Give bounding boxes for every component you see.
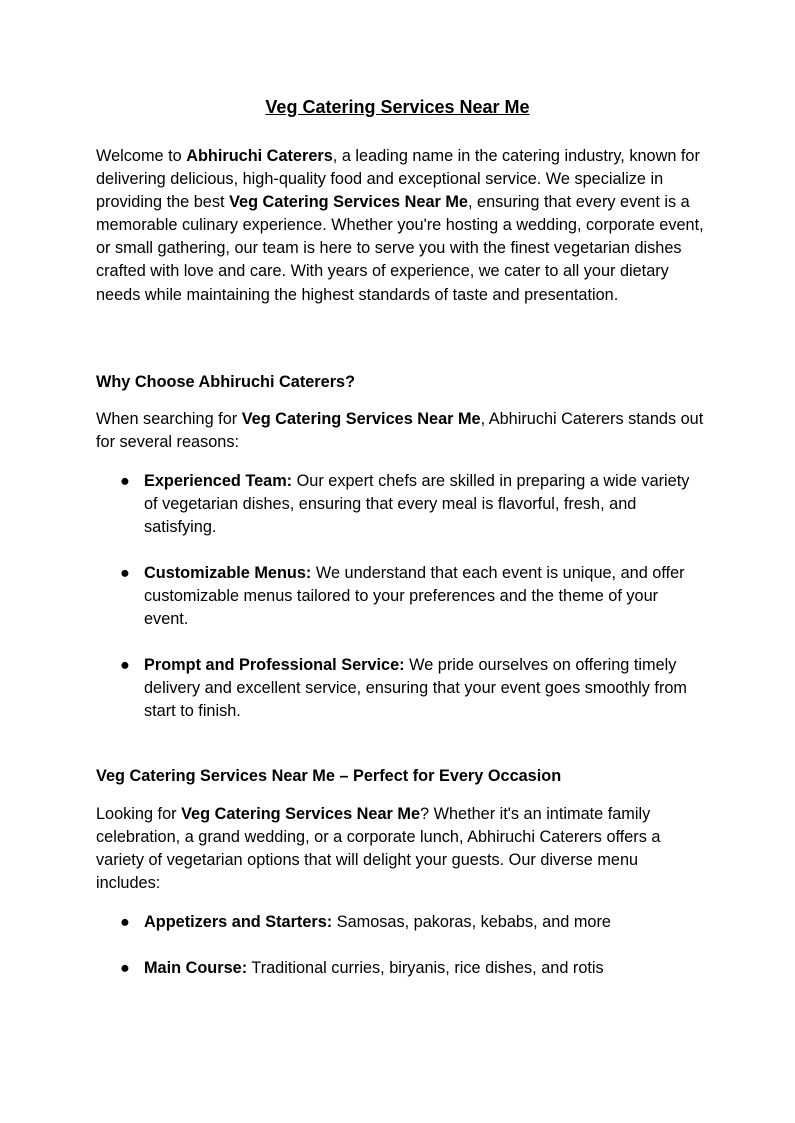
list-item-body: We understand that each event is unique, and offer customizable menus tailored to your preferences and the theme of your event. — [144, 564, 685, 629]
section1-keyword: Veg Catering Services Near Me — [241, 410, 481, 428]
section2-lead-text-1: Looking for — [96, 805, 182, 823]
list-item-label: Prompt and Professional Service: — [144, 656, 405, 674]
list-item-label: Main Course: — [144, 959, 248, 977]
page-title: Veg Catering Services Near Me — [265, 97, 530, 117]
bullet-icon: ● — [120, 656, 130, 674]
list-item-body: Our expert chefs are skilled in preparing a wide variety of vegetarian dishes, ensuring that every meal is flavorful, fresh, and satisfying. — [144, 472, 690, 537]
intro-text-2: , a leading name in the catering industry, known for delivering delicious, high-quality food and exceptional service. We specialize in providing the best — [96, 147, 700, 212]
bullet-icon: ● — [120, 913, 130, 931]
list-item-text — [144, 957, 699, 980]
intro-paragraph — [96, 145, 706, 307]
list-item-label: Appetizers and Starters: — [144, 913, 333, 931]
keyword-bold: Veg Catering Services Near Me — [229, 193, 468, 212]
list-item-body: Traditional curries, biryanis, rice dishes, and rotis — [247, 959, 604, 977]
list-item-text — [144, 470, 699, 539]
intro-text-1: Welcome to — [96, 147, 187, 165]
list-item-body: We pride ourselves on offering timely delivery and excellent service, ensuring that your event goes smoothly from start to finish. — [144, 656, 687, 721]
section2-lead-paragraph — [96, 803, 706, 895]
bullet-icon: ● — [120, 472, 130, 490]
section2-keyword: Veg Catering Services Near Me — [181, 805, 421, 823]
list-item-text — [144, 654, 699, 723]
list-item-body: Samosas, pakoras, kebabs, and more — [332, 913, 611, 931]
list-item-text — [144, 562, 699, 631]
section-heading-why-choose: Why Choose Abhiruchi Caterers? — [96, 373, 356, 391]
section-heading-occasion: Veg Catering Services Near Me – Perfect for Every Occasion — [96, 767, 562, 785]
list-item-label: Experienced Team: — [144, 472, 293, 490]
bullet-icon: ● — [120, 959, 130, 977]
bullet-icon: ● — [120, 564, 130, 582]
intro-text-3: , ensuring that every event is a memorable culinary experience. Whether you're hosting a wedding, corporate event, or small gathering, our team is here to serve you with the finest vegetarian dishes crafted with love and care. With years of experience, we cater to all your dietary needs while maintaining the highest standards of taste and presentation. — [96, 193, 704, 304]
section1-lead-text-2: , Abhiruchi Caterers stands out for several reasons: — [96, 410, 704, 452]
section1-lead-text-1: When searching for — [96, 410, 242, 428]
section2-lead-text-2: ? Whether it's an intimate family celebration, a grand wedding, or a corporate lunch, Abhiruchi Caterers offers a variety of vegetarian options that will delight your guests. Our diverse menu includes: — [96, 805, 661, 893]
list-item-text — [144, 911, 699, 934]
list-item-label: Customizable Menus: — [144, 564, 312, 582]
company-name: Abhiruchi Caterers — [186, 147, 333, 165]
section1-lead-paragraph — [96, 408, 706, 454]
